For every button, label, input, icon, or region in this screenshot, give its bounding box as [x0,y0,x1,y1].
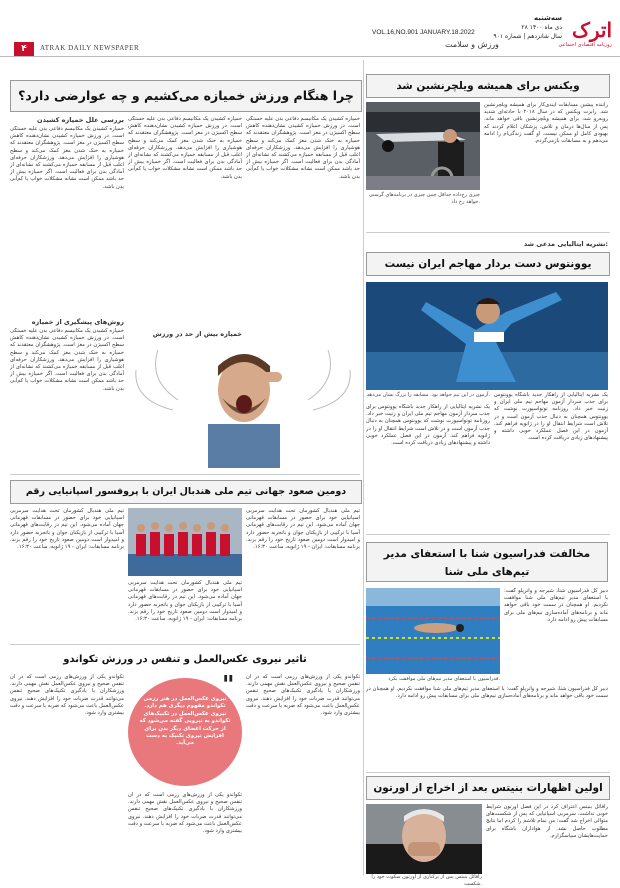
subhead: خمیازه بیش از حد در ورزش [152,330,242,338]
headline-swimming [366,542,608,582]
divider [366,232,610,233]
article-body-col2: خمیازه کشیدن یک مکانیسم دفاعی بدن علیه خستگی است. در ورزش خمیازه کشیدن نشان‌دهنده کاهش سطح اکسیژن در مغز است. پژوهشگران معتقدند که خمیازه به خنک شدن مغز کمک می‌کند و سطح هوشیاری را افزایش می‌دهد. ورزشکاران حرفه‌ای اغلب قبل از مسابقه خمیازه می‌کشند که نشانه‌ای از آمادگی بدن برای فعالیت است. اگر خمیازه بیش از حد باشد ممکن است نشانه مشکلات خواب یا کم‌آبی بدن باشد. [128,116,242,180]
article-body-col2: تکواندو یکی از ورزش‌های رزمی است که در آن تنفس صحیح و نیروی عکس‌العمل نقش مهمی دارند. ورزشکاران با یادگیری تکنیک‌های صحیح تنفس می‌توانند قدرت ضربات خود را افزایش دهند. نیروی عکس‌العمل باعث می‌شود که ضربه با سرعت و دقت بیشتری وارد شود. [128,792,242,835]
header-date-fa: ۲۸ دی‌ ماه ۱۴۰۰ [521,24,562,31]
subhead: بررسی علل خمیازه کشیدن [37,116,124,124]
article-body: یک نشریه ایتالیایی از راهکار جدید باشگاه یوونتوس برای جذب سردار آزمون مهاجم تیم ملی ایران و زنیت خبر داد. روزنامه توتواسپورت نوشت که یوونتوس همچنان به دنبال جذب آزمون است و در تلاش است شرایط انتقال او را در ژانویه فراهم کند. آزمون در این فصل عملکرد خوبی داشته و پیشنهادهای زیادی دریافت کرده است. [494,392,608,442]
article-body: دبیر کل فدراسیون شنا، شیرجه و واترپلو گفت: با استعفای مدیر تیم‌های ملی شنا موافقت نکردیم. او همچنان در سمت خود باقی خواهد ماند و برنامه‌های آماده‌سازی تیم‌های ملی برای مسابقات پیش رو ادامه دارد. [504,588,608,623]
left-column [10,60,360,875]
article-body-col3: خمیازه کشیدن یک مکانیسم دفاعی بدن علیه خستگی است. در ورزش خمیازه کشیدن نشان‌دهنده کاهش سطح اکسیژن در مغز است. پژوهشگران معتقدند که خمیازه به خنک شدن مغز کمک می‌کند و سطح هوشیاری را افزایش می‌دهد. ورزشکاران حرفه‌ای اغلب قبل از مسابقه خمیازه می‌کشند که نشانه‌ای از آمادگی بدن برای فعالیت است. اگر خمیازه بیش از حد باشد ممکن است نشانه مشکلات خواب یا کم‌آبی بدن باشد. [10,126,124,190]
article-body: رافائل بنیتس اعتراف کرد در این فصل اورتون شرایط خوبی نداشت. سرمربی اسپانیایی که پس از شکست‌های متوالی اخراج شد گفت: من تمام تلاشم را کردم اما نتایج مطلوب حاصل نشد. از هواداران باشگاه برای حمایت‌هایشان سپاسگزارم. [486,804,608,839]
page-number: ۴ [14,42,34,56]
azmoun-photo [366,282,608,390]
article-body: خمیازه کشیدن یک مکانیسم دفاعی بدن علیه خستگی است. در ورزش خمیازه کشیدن نشان‌دهنده کاهش سطح اکسیژن در مغز است. پژوهشگران معتقدند که خمیازه به خنک شدن مغز کمک می‌کند و سطح هوشیاری را افزایش می‌دهد. ورزشکاران حرفه‌ای اغلب قبل از مسابقه خمیازه می‌کشند که نشانه‌ای از آمادگی بدن برای فعالیت است. اگر خمیازه بیش از حد باشد ممکن است نشانه مشکلات خواب یا کم‌آبی بدن باشد. [246,116,360,180]
article-body: تکواندو یکی از ورزش‌های رزمی است که در آن تنفس صحیح و نیروی عکس‌العمل نقش مهمی دارند. ورزشکاران با یادگیری تکنیک‌های صحیح تنفس می‌توانند قدرت ضربات خود را افزایش دهند. نیروی عکس‌العمل باعث می‌شود که ضربه با سرعت و دقت بیشتری وارد شود. [246,674,360,717]
wickens-photo [366,102,480,190]
headline-text: یوونتوس دست بردار مهاجم ایران نیست [384,258,592,270]
headline-yawning [10,80,362,112]
header-date [493,14,562,41]
article-body-col2: تیم ملی هندبال کشورمان تحت هدایت سرمربی اسپانیایی خود برای حضور در مسابقات قهرمانی جهان آماده می‌شود. این تیم در رقابت‌های قهرمانی آسیا با ترکیبی از بازیکنان جوان و باتجربه حضور دارد و امیدوار است دومین صعود تاریخ خود را رقم بزند. برنامه مسابقات: ایران - ۱۹ ژانویه، ساعت ۱۶:۳۰. [128,580,242,623]
article-body-col3: تیم ملی هندبال کشورمان تحت هدایت سرمربی اسپانیایی خود برای حضور در مسابقات قهرمانی جهان آماده می‌شود. این تیم در رقابت‌های قهرمانی آسیا با ترکیبی از بازیکنان جوان و باتجربه حضور دارد و امیدوار است دومین صعود تاریخ خود را رقم بزند. برنامه مسابقات: ایران - ۱۹ ژانویه، ساعت ۱۶:۳۰. [10,508,124,551]
article-body-continued: یک نشریه ایتالیایی از راهکار جدید باشگاه یوونتوس برای جذب سردار آزمون مهاجم تیم ملی ایران و زنیت خبر داد. روزنامه توتواسپورت نوشت که یوونتوس همچنان به دنبال جذب آزمون است و در تلاش است شرایط انتقال او را در ژانویه فراهم کند. آزمون در این فصل عملکرد خوبی داشته و پیشنهادهای زیادی دریافت کرده است. [366,404,490,447]
yawning-man-photo [128,340,360,468]
subhead: روش‌های پیشگیری از خمیازه [31,318,124,326]
headline-handball [10,480,362,504]
headline-azmoun [366,252,610,276]
divider [10,474,360,475]
handball-team-photo [128,508,242,576]
headline-text: دومین صعود جهانی تیم ملی هندبال ایران با پروفسور اسپانیایی رقم [25,486,347,497]
headline-taekwondo: تاثیر نیروی عکس‌العمل و تنفس در ورزش تکواندو [63,654,307,665]
header-date-extra: سال شانزدهم | شماره ۹۰۱ [493,33,562,40]
page-header [0,0,620,57]
headline-wickens [366,74,610,98]
header-day: سه‌شنبه [534,14,562,22]
header-volume: VOL.16,NO.901 JANUARY.18.2022 [372,29,475,36]
article-body: راننده پیشین مسابقات ایندی‌کار برای همیشه ویلچرنشین شد. رابرت ویکنس که در سال ۲۰۱۸ با حادثه‌ای شدید روبه‌رو شد، برای همیشه ویلچرنشین باقی خواهد ماند. پس از سال‌ها درمان و تلاش، پزشکان اعلام کردند که بهبودی کامل او ممکن نیست. او گفت زندگی‌ام را ادامه می‌دهم و به مسابقات بازمی‌گردم. [484,102,608,145]
logo-subtitle: روزنامه اقتصادی اجتماعی [558,42,612,48]
article-body-col3b: خمیازه کشیدن یک مکانیسم دفاعی بدن علیه خستگی است. در ورزش خمیازه کشیدن نشان‌دهنده کاهش سطح اکسیژن در مغز است. پژوهشگران معتقدند که خمیازه به خنک شدن مغز کمک می‌کند و سطح هوشیاری را افزایش می‌دهد. ورزشکاران حرفه‌ای اغلب قبل از مسابقه خمیازه می‌کشند که نشانه‌ای از آمادگی بدن برای فعالیت است. اگر خمیازه بیش از حد باشد ممکن است نشانه مشکلات خواب یا کم‌آبی بدن باشد. [10,328,124,392]
divider [366,772,610,773]
right-column [366,60,610,887]
headline-text: اولین اظهارات بنیتس بعد از اخراج از اورتون [373,782,603,794]
column-divider [363,60,364,875]
photo-caption: فدراسیون با استعفای مدیر تیم‌های ملی موافقت نکرد. [388,676,500,682]
headline-text: چرا هنگام ورزش خمیازه می‌کشیم و چه عوارضی دارد؟ [18,88,354,103]
article-body: تیم ملی هندبال کشورمان تحت هدایت سرمربی اسپانیایی خود برای حضور در مسابقات قهرمانی جهان آماده می‌شود. این تیم در رقابت‌های قهرمانی آسیا با ترکیبی از بازیکنان جوان و باتجربه حضور دارد و امیدوار است دومین صعود تاریخ خود را رقم بزند. برنامه مسابقات: ایران - ۱۹ ژانویه، ساعت ۱۶:۳۰. [246,508,360,551]
kicker: نشریه ایتالیایی مدعی شد: [523,240,608,248]
section-title: ورزش و سلامت [445,40,499,49]
quote-mark: " [222,670,235,699]
headline-benitez [366,776,610,800]
photo-caption: رافائل بنیتس پس از برکناری از اورتون سکوت خود را شکست. [371,874,482,887]
quote-text: نیروی عکس‌العمل در هنر رزمی تکواندو مفهوم دیگری هم دارد. نیروی عکس‌العمل در تکنیک‌های تکواندو به نیرویی گفته می‌شود که از حرکت اعضای دیگر بدن برای افزایش نیروی تکنیک به دست می‌آید. [139,696,231,747]
logo: اترک [572,18,613,42]
swimming-photo [366,588,500,674]
photo-caption: چیزی رخ‌داده حداقل چنین چیزی در برنامه‌های گرسنی خواهد رخ داد. [368,192,480,205]
divider [366,534,610,535]
article-body-col3: تکواندو یکی از ورزش‌های رزمی است که در آن تنفس صحیح و نیروی عکس‌العمل نقش مهمی دارند. ورزشکاران با یادگیری تکنیک‌های صحیح تنفس می‌توانند قدرت ضربات خود را افزایش دهند. نیروی عکس‌العمل باعث می‌شود که ضربه با سرعت و دقت بیشتری وارد شود. [10,674,124,717]
paper-name: ATRAK DAILY NEWSPAPER [40,44,140,52]
divider [10,644,360,645]
article-body-continued: دبیر کل فدراسیون شنا، شیرجه و واترپلو گفت: با استعفای مدیر تیم‌های ملی شنا موافقت نکردیم. او همچنان در سمت خود باقی خواهد ماند و برنامه‌های آماده‌سازی تیم‌های ملی برای مسابقات پیش رو ادامه دارد. [366,686,608,700]
photo-caption: آزمون در این تیم خواهد بود. مسابقه را بزرگ نشان می‌دهد. [366,392,490,398]
headline-text: مخالفت فدراسیون شنا با استعفای مدیر تیم‌های ملی شنا [383,548,591,578]
headline-text: ویکنس برای همیشه ویلچرنشین شد [396,80,580,92]
pull-quote [128,670,242,786]
benitez-photo [366,804,482,874]
